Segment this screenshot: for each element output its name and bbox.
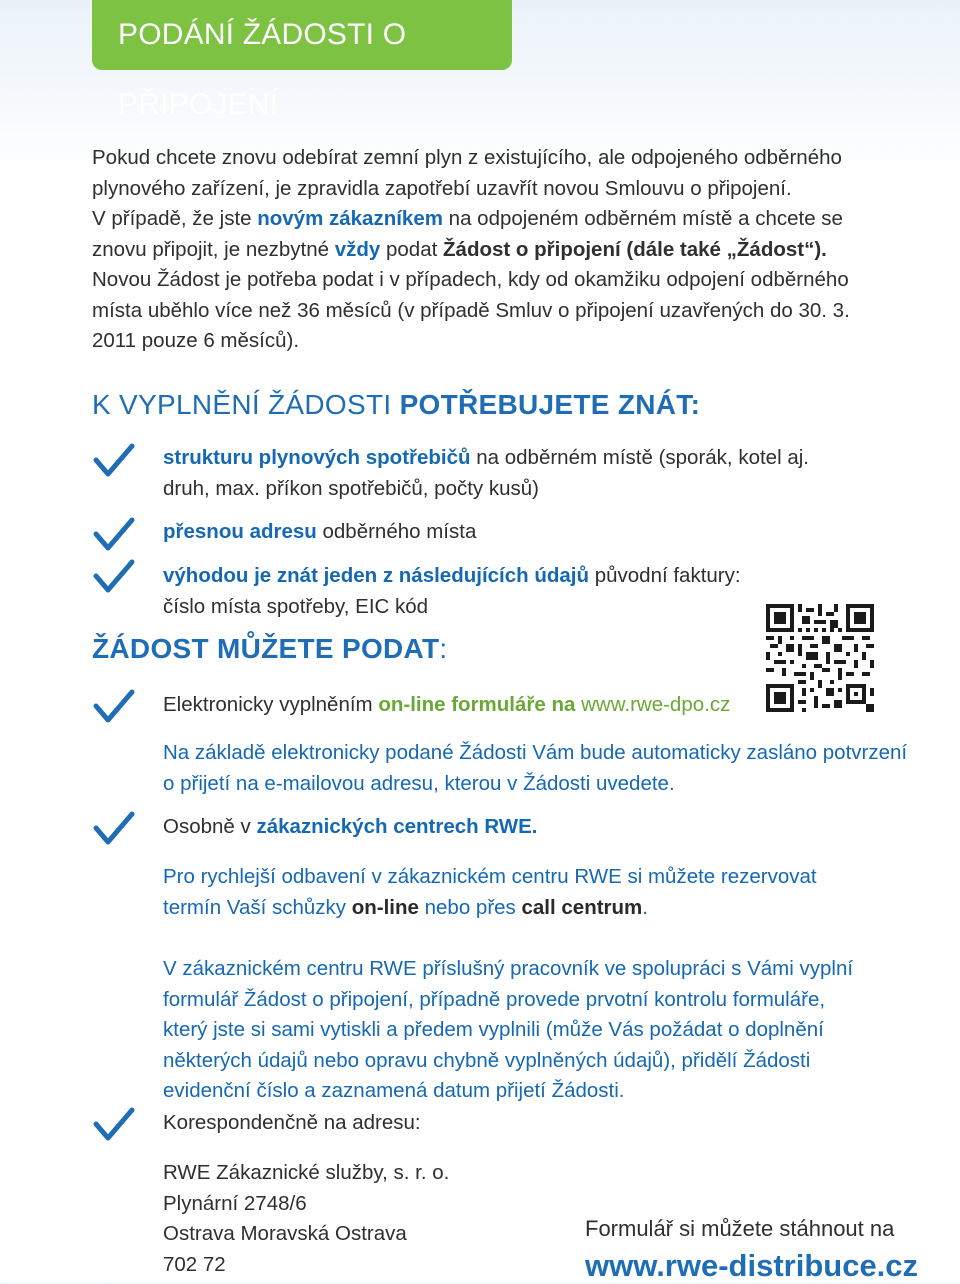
download-label: Formulář si můžete stáhnout na <box>585 1216 895 1241</box>
check-icon <box>92 686 136 726</box>
check-icon <box>92 1104 136 1144</box>
personal-paragraph-2: V zákaznickém centru RWE příslušný pracovník ve spolupráci s Vámi vyplní formulář Žádost o připojení, případně provede prvotní kontrolu formuláře, který jste si sami vytiskli a předem vyplnili (může Vás požádat o doplnění některých údajů nebo opravu chybně vyplněných údajů), přidělí Žádosti evidenční číslo a zaznamená datum přijetí Žádosti. <box>163 957 854 1102</box>
request-emphasis: Žádost o připojení (dále také „Žádost“). <box>443 237 827 261</box>
online-option: Elektronicky vyplněním on-line formuláře na www.rwe-dpo.cz <box>163 693 731 716</box>
need-item: výhodou je znát jeden z následujících údajů původní faktury: číslo místa spotřeby, EIC kód <box>163 564 741 618</box>
check-icon <box>92 514 136 554</box>
personal-paragraph-1: Pro rychlejší odbavení v zákaznickém centru RWE si můžete rezervovat termín Vaší schůzky on-line nebo přes call centrum. <box>163 865 817 919</box>
submit-heading: ŽÁDOST MŮŽETE PODAT: <box>92 633 448 664</box>
rwe-dpo-link[interactable]: www.rwe-dpo.cz <box>581 693 731 716</box>
section-banner: PODÁNÍ ŽÁDOSTI O PŘIPOJENÍ <box>92 0 512 70</box>
intro-line: V případě, že jste novým zákazníkem na odpojeném odběrném místě a chcete se <box>92 207 843 230</box>
intro-line: Pokud chcete znovu odebírat zemní plyn z existujícího, ale odpojeného odběrného <box>92 146 842 169</box>
need-item: přesnou adresu odběrného místa <box>163 520 477 543</box>
need-item: strukturu plynových spotřebičů na odběrném místě (sporák, kotel aj. druh, max. příkon spotřebičů, počty kusů) <box>163 446 809 500</box>
new-customer-emphasis: novým zákazníkem <box>257 207 443 230</box>
intro-paragraph <box>92 143 892 357</box>
intro-line: Novou Žádost je potřeba podat i v případech, kdy od okamžiku odpojení odběrného <box>92 268 849 291</box>
online-note: Na základě elektronicky podané Žádosti Vám bude automaticky zasláno potvrzení o přijetí na e-mailovou adresu, kterou v Žádosti uvedete. <box>163 741 908 795</box>
mail-address: RWE Zákaznické služby, s. r. o. Plynární 2748/6 Ostrava Moravská Ostrava 702 72 <box>163 1161 450 1276</box>
check-icon <box>92 808 136 848</box>
check-icon <box>92 440 136 480</box>
need-heading: K VYPLNĚNÍ ŽÁDOSTI POTŘEBUJETE ZNÁT: <box>92 389 701 420</box>
mail-label: Korespondenčně na adresu: <box>163 1111 421 1134</box>
rwe-distribuce-link[interactable]: www.rwe-distribuce.cz <box>585 1248 919 1283</box>
intro-line: znovu připojit, je nezbytné vždy podat Žádost o připojení (dále také „Žádost“). <box>92 237 827 261</box>
intro-line: místa uběhlo více než 36 měsíců (v případě Smluv o připojení uzavřených do 30. 3. <box>92 298 850 322</box>
intro-line: 2011 pouze 6 měsíců). <box>92 329 300 352</box>
check-icon <box>92 556 136 596</box>
always-emphasis: vždy <box>334 237 381 261</box>
personal-option: Osobně v zákaznických centrech RWE. <box>163 815 538 838</box>
intro-line: plynového zařízení, je zpravidla zapotřebí uzavřít novou Smlouvu o připojení. <box>92 176 792 200</box>
